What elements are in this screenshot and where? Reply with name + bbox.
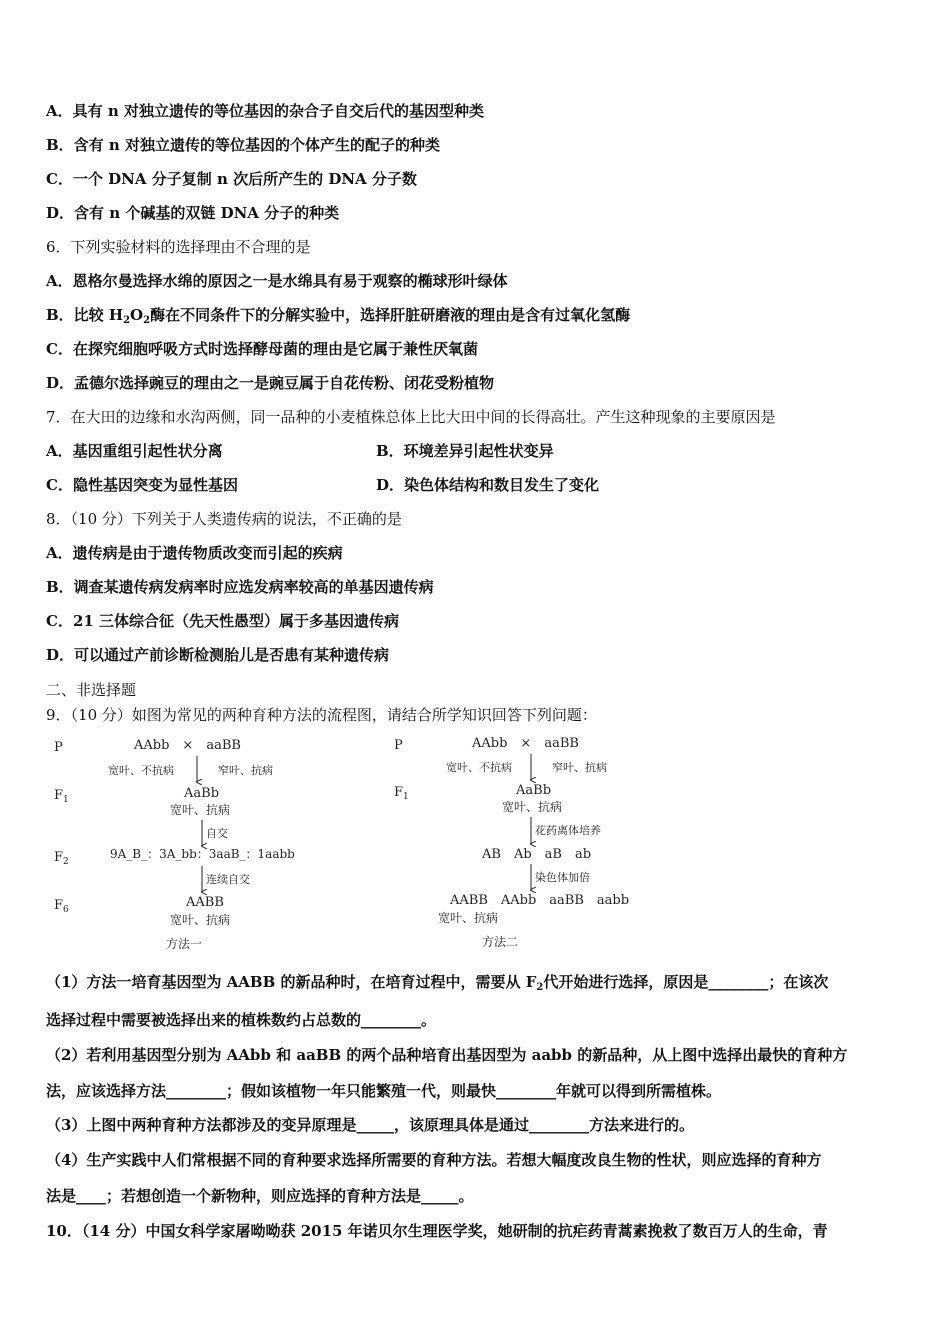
m2-parent2-trait: 窄叶、抗病 bbox=[552, 761, 607, 774]
q7-option-a: A．基因重组引起性状分离 bbox=[46, 442, 223, 460]
q5-option-b: B．含有 n 对独立遗传的等位基因的个体产生的配子的种类 bbox=[46, 136, 441, 154]
m2-result-genotypes: AABB AAbb aaBB aabb bbox=[450, 893, 630, 908]
m1-parent1-trait: 宽叶、不抗病 bbox=[108, 764, 174, 777]
q9-part2-line1: （2）若利用基因型分别为 AAbb 和 aaBB 的两个品种培育出基因型为 aabb 的新品种，从上图中选择出最快的育种方 bbox=[46, 1046, 848, 1064]
m1-f6-trait: 宽叶、抗病 bbox=[170, 913, 231, 927]
m1-label-f2: $F_2$ bbox=[54, 850, 69, 867]
q7-option-c: C．隐性基因突变为显性基因 bbox=[46, 476, 238, 494]
q6-option-a: A．恩格尔曼选择水绵的原因之一是水绵具有易于观察的椭球形叶绿体 bbox=[46, 272, 508, 290]
m1-cross: AAbb × aaBB bbox=[134, 738, 241, 753]
q7-option-d: D．染色体结构和数目发生了变化 bbox=[376, 476, 600, 494]
m1-label-p: P bbox=[54, 740, 63, 755]
q6-stem: 6．下列实验材料的选择理由不合理的是 bbox=[46, 238, 311, 256]
method-one-diagram bbox=[54, 738, 295, 951]
q9-stem: 9．（10 分）如图为常见的两种育种方法的流程图，请结合所学知识回答下列问题： bbox=[46, 706, 597, 724]
m2-f1-trait: 宽叶、抗病 bbox=[502, 800, 563, 814]
section-heading: 二、非选择题 bbox=[46, 681, 137, 699]
m2-gametes: AB Ab aB ab bbox=[482, 847, 592, 862]
q6-option-d: D．孟德尔选择豌豆的理由之一是豌豆属于自花传粉、闭花受粉植物 bbox=[46, 374, 495, 392]
method-two-diagram bbox=[394, 736, 629, 949]
q8-option-c: C．21 三体综合征（先天性愚型）属于多基因遗传病 bbox=[46, 612, 400, 630]
q9-part4-line1: （4）生产实践中人们常根据不同的育种要求选择所需要的育种方法。若想大幅度改良生物的性状，则应选择的育种方 bbox=[46, 1151, 822, 1169]
q5-option-c: C．一个 DNA 分子复制 n 次后所产生的 DNA 分子数 bbox=[46, 170, 417, 188]
m2-label-f1: $F_1$ bbox=[394, 785, 409, 802]
q6-option-c: C．在探究细胞呼吸方式时选择酵母菌的理由是它属于兼性厌氧菌 bbox=[46, 340, 478, 358]
q8-stem: 8．（10 分）下列关于人类遗传病的说法，不正确的是 bbox=[46, 510, 402, 528]
q9-part1-line2: 选择过程中需要被选择出来的植株数约占总数的________。 bbox=[46, 1011, 437, 1029]
q8-option-a: A．遗传病是由于遗传物质改变而引起的疾病 bbox=[46, 544, 343, 562]
m2-cross: AAbb × aaBB bbox=[472, 736, 579, 751]
q8-option-b: B．调查某遗传病发病率时应选发病率较高的单基因遗传病 bbox=[46, 578, 434, 596]
q5-option-a: A．具有 n 对独立遗传的等位基因的杂合子自交后代的基因型种类 bbox=[46, 102, 484, 120]
m1-f1-genotype: AaBb bbox=[184, 786, 220, 801]
m1-f2-ratio: 9A_B_：3A_bb：3aaB_：1aabb bbox=[110, 847, 295, 861]
m2-f1-genotype: AaBb bbox=[516, 783, 552, 798]
q10-stem: 10．（14 分）中国女科学家屠呦呦获 2015 年诺贝尔生理医学奖，她研制的抗疟药青蒿素挽救了数百万人的生命，青 bbox=[46, 1222, 828, 1240]
m2-result-trait: 宽叶、抗病 bbox=[438, 911, 499, 925]
m2-title: 方法二 bbox=[482, 935, 519, 949]
m1-title: 方法一 bbox=[166, 937, 203, 951]
m1-step-continuous-selfing: 连续自交 bbox=[206, 873, 250, 886]
m1-f6-genotype: AABB bbox=[186, 895, 224, 910]
q7-option-b: B．环境差异引起性状变异 bbox=[376, 442, 554, 460]
q7-stem: 7．在大田的边缘和水沟两侧，同一品种的小麦植株总体上比大田中间的长得高壮。产生这种现象的主要原因是 bbox=[46, 408, 776, 426]
q9-part3: （3）上图中两种育种方法都涉及的变异原理是_____，该原理具体是通过________方法来进行的。 bbox=[46, 1116, 694, 1134]
q6-option-b: B．比较 $H_2O_2$酶在不同条件下的分解实验中，选择肝脏研磨液的理由是含有过氧化氢酶 bbox=[46, 306, 631, 326]
m1-label-f6: $F_6$ bbox=[54, 898, 69, 915]
q8-option-d: D．可以通过产前诊断检测胎儿是否患有某种遗传病 bbox=[46, 646, 390, 664]
m1-f1-trait: 宽叶、抗病 bbox=[170, 803, 231, 817]
breeding-diagram bbox=[46, 728, 726, 958]
q9-part1-line1: （1）方法一培育基因型为 AABB 的新品种时，在培育过程中，需要从 $F_2$代开始进行选择，原因是________；在该次 bbox=[46, 973, 829, 993]
m2-label-p: P bbox=[394, 738, 403, 753]
q9-part2-line2: 法，应该选择方法________；假如该植物一年只能繁殖一代，则最快________年就可以得到所需植株。 bbox=[46, 1082, 722, 1100]
m2-parent1-trait: 宽叶、不抗病 bbox=[446, 761, 512, 774]
m2-step-anther-culture: 花药离体培养 bbox=[535, 824, 601, 837]
q5-option-d: D．含有 n 个碱基的双链 DNA 分子的种类 bbox=[46, 204, 340, 222]
m1-step-selfing: 自交 bbox=[206, 827, 228, 840]
m1-parent2-trait: 窄叶、抗病 bbox=[218, 764, 273, 777]
m2-step-chromosome-doubling: 染色体加倍 bbox=[535, 871, 590, 884]
q9-part4-line2: 法是____；若想创造一个新物种，则应选择的育种方法是_____。 bbox=[46, 1187, 474, 1205]
m1-label-f1: $F_1$ bbox=[54, 788, 69, 805]
